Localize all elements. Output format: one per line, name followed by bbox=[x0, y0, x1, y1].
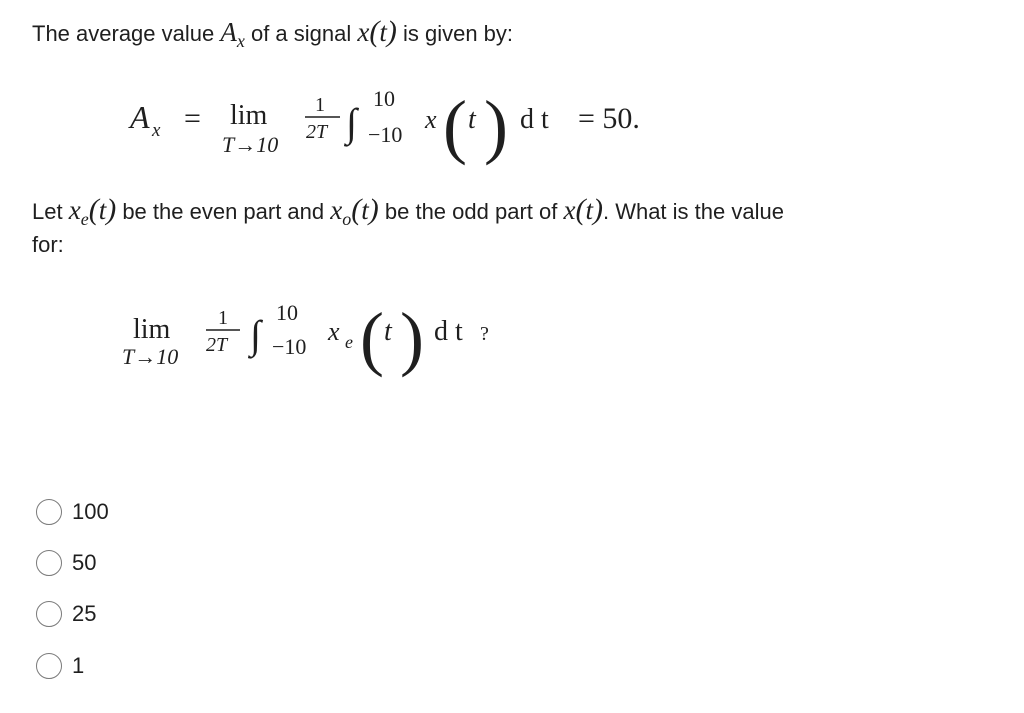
let-text-4: . What is the value bbox=[602, 199, 784, 224]
let-text-5: for: bbox=[32, 232, 64, 257]
eq1-integrand: x bbox=[425, 105, 437, 134]
eq2-tail: ? bbox=[480, 323, 489, 345]
intro-text-3: is given by: bbox=[396, 21, 514, 46]
eq1-lhs: A bbox=[130, 99, 150, 135]
option-radio-25[interactable] bbox=[36, 601, 62, 627]
eq2-integrand-sub: e bbox=[345, 332, 353, 352]
option-1[interactable] bbox=[36, 651, 84, 681]
let-text-1: Let bbox=[32, 199, 69, 224]
intro-ax-symbol: $A_x$ bbox=[220, 17, 245, 51]
eq1-integral-sign: ∫ bbox=[346, 100, 357, 145]
intro-text-1: The average value bbox=[32, 21, 221, 46]
intro-x-symbol: x(t) bbox=[357, 15, 397, 48]
option-radio-50[interactable] bbox=[36, 550, 62, 576]
eq1-var: t bbox=[468, 104, 476, 135]
let-xe-symbol: $x_e(t)$ bbox=[68, 193, 117, 229]
eq1-frac-den: 2T bbox=[306, 121, 328, 143]
eq2-lim-sub: T→10 bbox=[122, 344, 179, 369]
eq1-rhs: = 50. bbox=[578, 102, 640, 135]
let-x-symbol: x(t) bbox=[563, 193, 603, 226]
eq1-lim: lim bbox=[230, 100, 268, 131]
eq2-frac-num: 1 bbox=[218, 307, 228, 329]
option-label-50: 50 bbox=[72, 550, 97, 575]
eq1-frac-num: 1 bbox=[315, 94, 325, 116]
option-label-25: 25 bbox=[72, 601, 97, 626]
eq2-var: t bbox=[384, 316, 392, 347]
option-radio-100[interactable] bbox=[36, 499, 62, 525]
intro-text-2: of a signal bbox=[244, 21, 358, 46]
option-100[interactable] bbox=[36, 497, 109, 527]
eq1-lim-sub: T→10 bbox=[222, 132, 279, 157]
eq1-int-lower: −10 bbox=[368, 122, 403, 147]
eq2-integrand: x bbox=[328, 317, 340, 346]
eq2-paren-right: ) bbox=[400, 298, 424, 378]
option-50[interactable] bbox=[36, 548, 96, 578]
eq1-paren-right: ) bbox=[484, 86, 508, 166]
option-label-100: 100 bbox=[72, 499, 109, 524]
option-radio-1[interactable] bbox=[36, 653, 62, 679]
option-label-1: 1 bbox=[72, 653, 85, 678]
eq1-int-upper: 10 bbox=[373, 86, 395, 111]
let-xo-symbol: $x_o(t)$ bbox=[330, 193, 379, 229]
let-text-2: be the even part and bbox=[116, 199, 331, 224]
eq2-frac-den: 2T bbox=[206, 334, 228, 356]
eq2-int-upper: 10 bbox=[276, 300, 298, 325]
eq1-lhs-sub: x bbox=[152, 120, 161, 141]
eq2-paren-left: ( bbox=[360, 298, 384, 378]
eq2-integral-sign: ∫ bbox=[250, 312, 261, 357]
eq1-equals: = bbox=[184, 102, 201, 135]
eq2-lim: lim bbox=[133, 314, 171, 345]
eq1-paren-left: ( bbox=[443, 86, 467, 166]
eq2-dt: d t bbox=[434, 316, 463, 347]
eq1-dt: d t bbox=[520, 104, 549, 135]
option-25[interactable] bbox=[36, 599, 96, 629]
let-text-3: be the odd part of bbox=[378, 199, 564, 224]
eq2-int-lower: −10 bbox=[272, 334, 307, 359]
